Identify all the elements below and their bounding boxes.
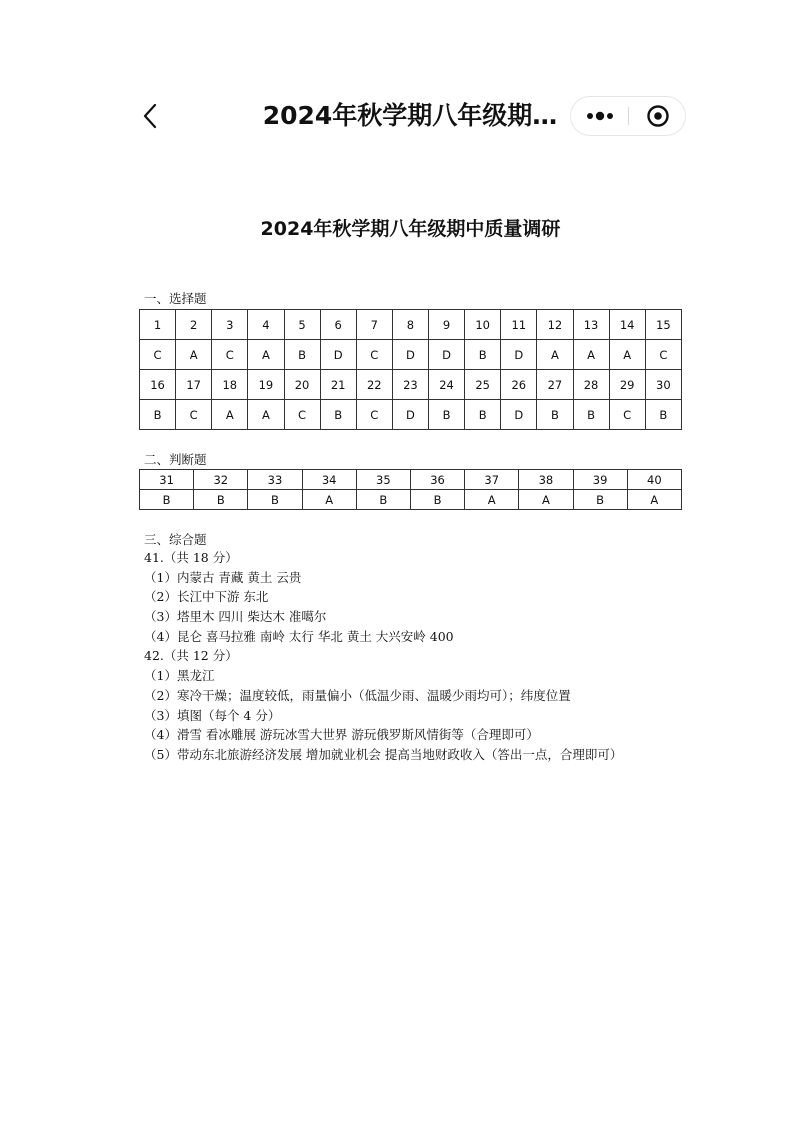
answer-cell: A (302, 490, 356, 510)
question-number-cell: 17 (176, 370, 212, 400)
question-number-cell: 32 (194, 470, 248, 490)
question-number-cell: 31 (140, 470, 194, 490)
question-number-cell: 3 (212, 310, 248, 340)
answer-line: （2）寒冷干燥；温度较低，雨量偏小（低温少雨、温暖少雨均可）；纬度位置 (144, 687, 571, 703)
answer-cell: A (248, 400, 284, 430)
question-number-cell: 36 (410, 470, 464, 490)
answer-cell: A (212, 400, 248, 430)
question-number-cell: 33 (248, 470, 302, 490)
answer-cell: C (176, 400, 212, 430)
question-number-cell: 27 (537, 370, 573, 400)
answer-cell: A (627, 490, 681, 510)
answer-cell: A (537, 340, 573, 370)
answer-row (140, 400, 682, 430)
answer-line: （2）长江中下游 东北 (144, 589, 269, 605)
question-number-cell: 21 (320, 370, 356, 400)
question-number-row (140, 370, 682, 400)
question-number-cell: 13 (573, 310, 609, 340)
answer-row (140, 340, 682, 370)
question-number-cell: 11 (501, 310, 537, 340)
question-number-cell: 12 (537, 310, 573, 340)
question-number-row (140, 470, 682, 490)
true-false-answer-table (139, 469, 682, 510)
question-number-cell: 39 (573, 470, 627, 490)
answer-cell: B (645, 400, 681, 430)
answer-line: 41.（共 18 分） (144, 550, 238, 565)
question-number-cell: 30 (645, 370, 681, 400)
answer-cell: B (284, 340, 320, 370)
answer-cell: C (140, 340, 176, 370)
answer-cell: D (429, 340, 465, 370)
question-number-cell: 7 (356, 310, 392, 340)
answer-cell: B (320, 400, 356, 430)
nav-title: 2024年秋学期八年级期… (262, 101, 558, 130)
answer-cell: D (392, 340, 428, 370)
answer-cell: C (609, 400, 645, 430)
question-number-cell: 19 (248, 370, 284, 400)
answer-cell: B (140, 490, 194, 510)
question-number-cell: 28 (573, 370, 609, 400)
answer-cell: B (248, 490, 302, 510)
answer-line: （4）滑雪 看冰雕展 游玩冰雪大世界 游玩俄罗斯风情街等（合理即可） (144, 727, 539, 743)
question-number-cell: 37 (465, 470, 519, 490)
answer-line: （1）黑龙江 (144, 668, 215, 684)
section-heading-comprehensive: 三、综合题 (144, 532, 207, 547)
answer-cell: A (609, 340, 645, 370)
mini-program-capsule (570, 96, 686, 136)
answer-cell: B (410, 490, 464, 510)
answer-cell: B (465, 340, 501, 370)
document-title: 2024年秋学期八年级期中质量调研 (260, 218, 561, 240)
question-number-cell: 10 (465, 310, 501, 340)
question-number-cell: 26 (501, 370, 537, 400)
answer-cell: D (501, 340, 537, 370)
answer-line: 42.（共 12 分） (144, 648, 238, 664)
section-heading-multiple-choice: 一、选择题 (144, 291, 207, 306)
more-button[interactable] (571, 97, 629, 135)
answer-line: （3）塔里木 四川 柴达木 准噶尔 (144, 609, 327, 625)
question-number-row (140, 310, 682, 340)
question-number-cell: 5 (284, 310, 320, 340)
question-number-cell: 18 (212, 370, 248, 400)
question-number-cell: 34 (302, 470, 356, 490)
question-number-cell: 40 (627, 470, 681, 490)
answer-cell: C (212, 340, 248, 370)
chevron-left-icon (138, 100, 166, 132)
answer-cell: B (465, 400, 501, 430)
question-number-cell: 35 (356, 470, 410, 490)
answer-cell: B (356, 490, 410, 510)
question-number-cell: 20 (284, 370, 320, 400)
answer-cell: A (465, 490, 519, 510)
multiple-choice-answer-table (139, 309, 682, 430)
answer-line: （5）带动东北旅游经济发展 增加就业机会 提高当地财政收入（答出一点，合理即可） (144, 746, 623, 762)
question-number-cell: 16 (140, 370, 176, 400)
answer-cell: A (519, 490, 573, 510)
question-number-cell: 38 (519, 470, 573, 490)
answer-cell: C (356, 400, 392, 430)
question-number-cell: 2 (176, 310, 212, 340)
answer-line: （3）填图（每个 4 分） (144, 707, 281, 723)
question-number-cell: 4 (248, 310, 284, 340)
question-number-cell: 29 (609, 370, 645, 400)
question-number-cell: 22 (356, 370, 392, 400)
answer-line: （4）昆仑 喜马拉雅 南岭 太行 华北 黄土 大兴安岭 400 (144, 628, 454, 644)
answer-cell: B (573, 400, 609, 430)
more-icon (571, 97, 629, 135)
answer-cell: B (429, 400, 465, 430)
answer-cell: B (194, 490, 248, 510)
question-number-cell: 24 (429, 370, 465, 400)
question-number-cell: 14 (609, 310, 645, 340)
answer-cell: D (501, 400, 537, 430)
close-button[interactable] (629, 97, 685, 135)
question-number-cell: 23 (392, 370, 428, 400)
question-number-cell: 15 (645, 310, 681, 340)
question-number-cell: 6 (320, 310, 356, 340)
question-number-cell: 25 (465, 370, 501, 400)
question-number-cell: 8 (392, 310, 428, 340)
answer-cell: A (573, 340, 609, 370)
question-number-cell: 9 (429, 310, 465, 340)
answer-cell: B (573, 490, 627, 510)
answer-row (140, 490, 682, 510)
answer-cell: A (248, 340, 284, 370)
question-number-cell: 1 (140, 310, 176, 340)
answer-cell: C (356, 340, 392, 370)
answer-cell: C (645, 340, 681, 370)
answer-cell: B (537, 400, 573, 430)
answer-line: （1）内蒙古 青藏 黄土 云贵 (144, 569, 302, 585)
answer-cell: D (320, 340, 356, 370)
comprehensive-answers (144, 548, 704, 765)
answer-cell: B (140, 400, 176, 430)
answer-cell: D (392, 400, 428, 430)
target-close-icon (629, 97, 685, 135)
answer-cell: C (284, 400, 320, 430)
answer-cell: A (176, 340, 212, 370)
back-button[interactable] (138, 100, 166, 132)
section-heading-true-false: 二、判断题 (144, 452, 207, 467)
